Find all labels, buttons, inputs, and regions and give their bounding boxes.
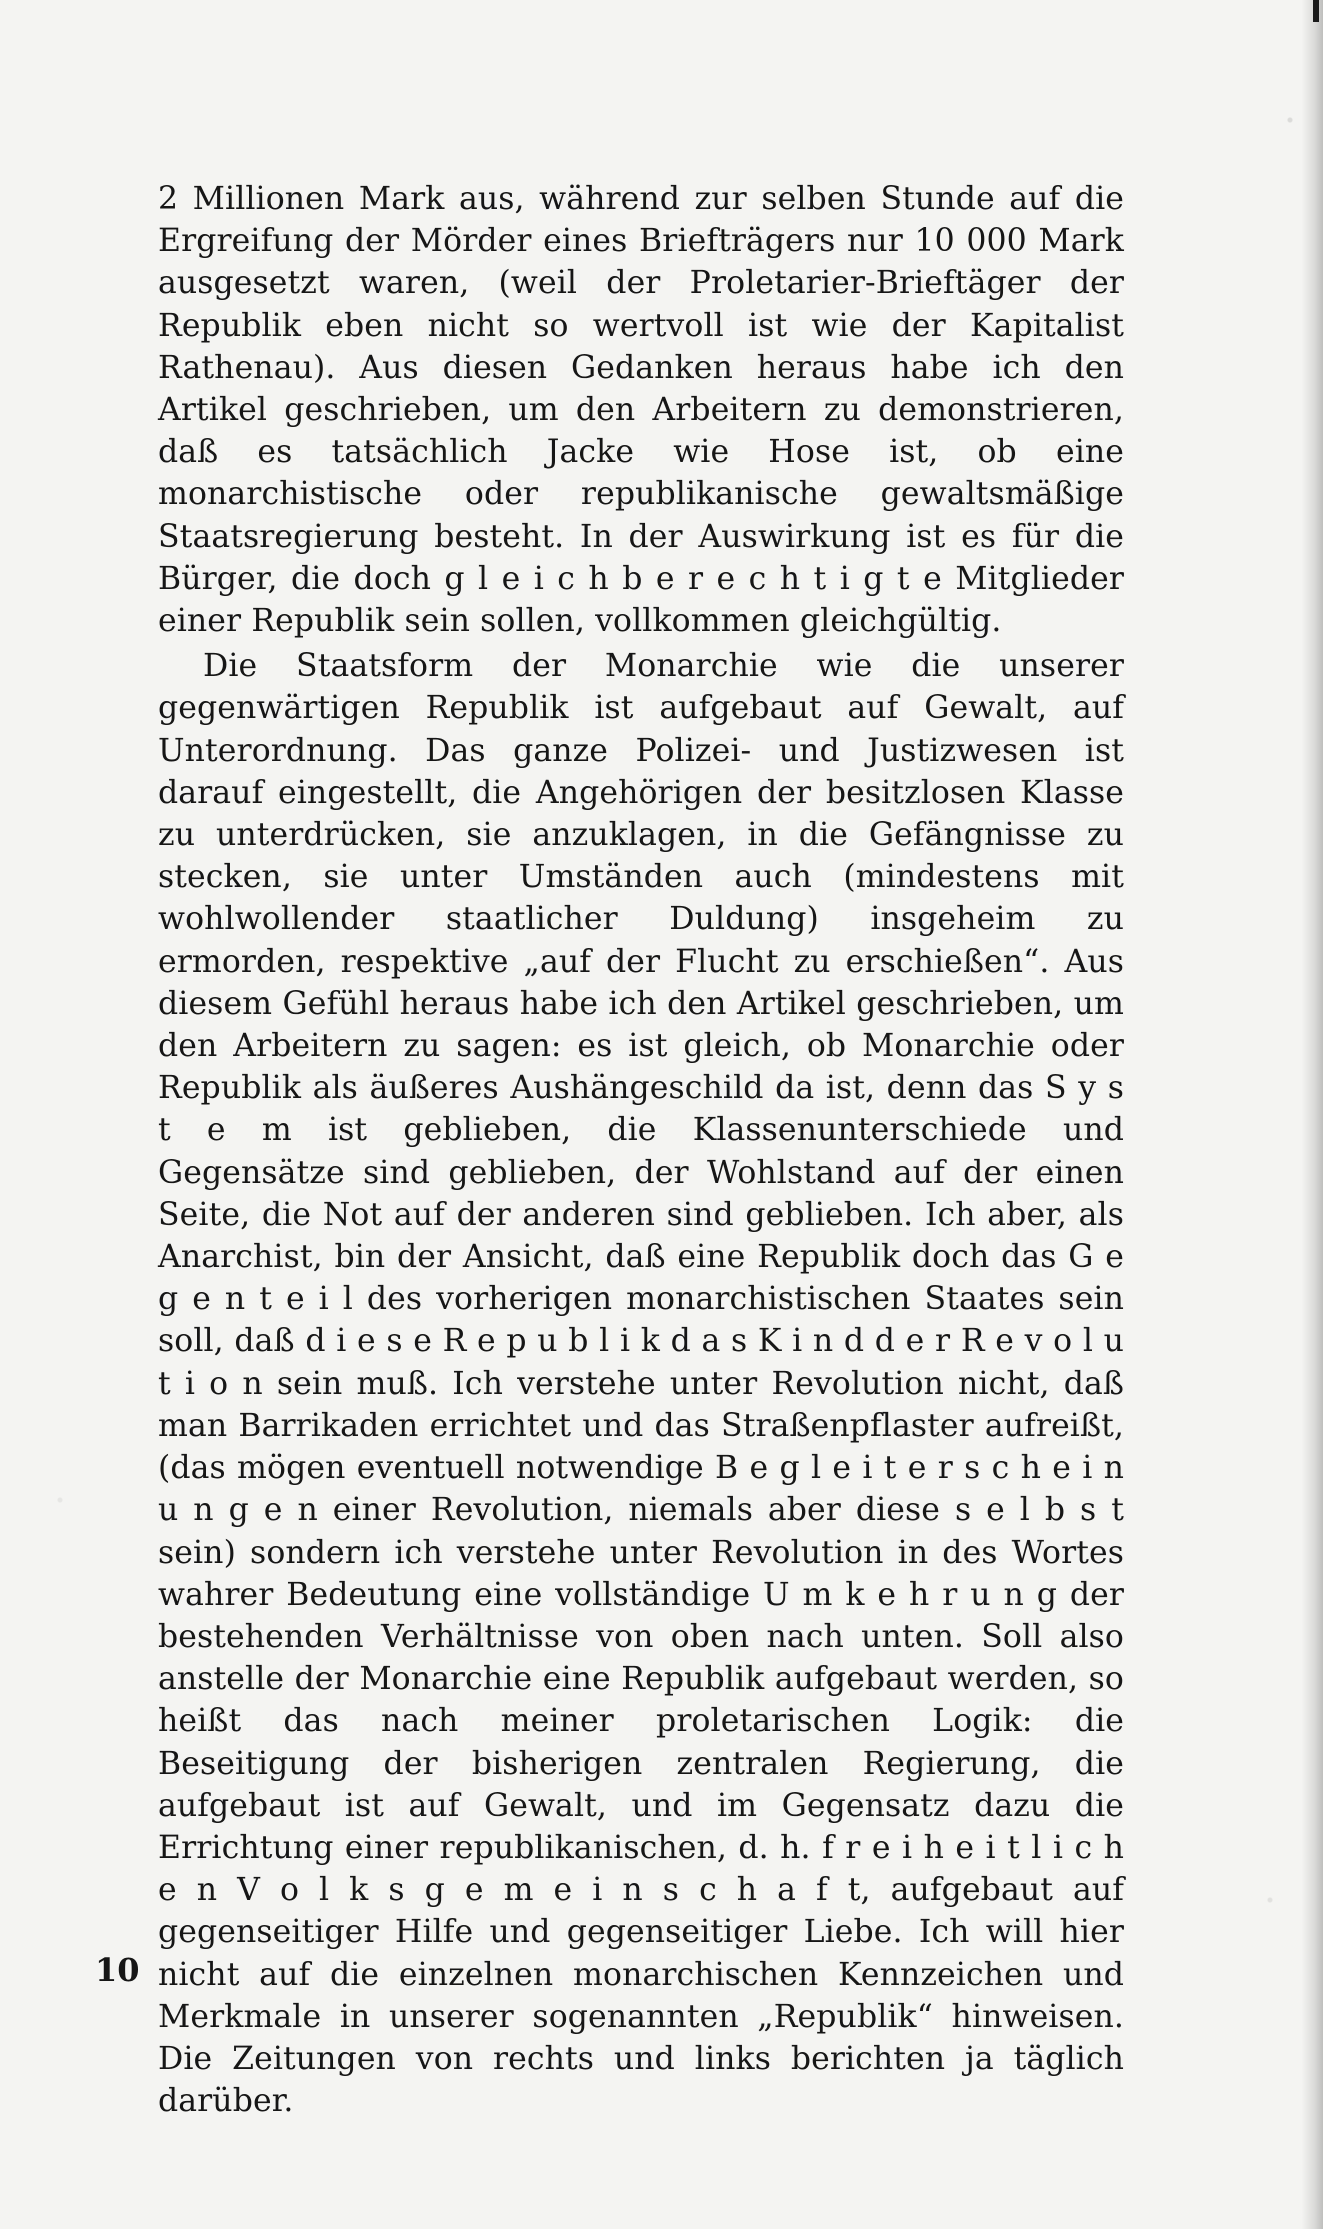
paragraph-1: 2 Millionen Mark aus, während zur selben Stunde auf die Ergreifung der Mörder eines Briefträgers nur 10 000 Mark ausgesetzt waren, (weil der Proletarier-Brieftäger der Republik eben nicht so wertvoll ist wie der Kapitalist Rathenau). Aus diesen Gedanken heraus habe ich den Artikel geschrieben, um den Arbeitern zu demonstrieren, daß es tatsächlich Jacke wie Hose ist, ob eine monarchistische oder republikanische gewaltsmäßige Staatsregierung besteht. In der Auswirkung ist es für die Bürger, die doch g l e i c h b e r e c h t i g t e Mitglieder einer Republik sein sollen, vollkommen gleichgültig.: [158, 181, 1124, 640]
page-edge-shadow: [1301, 0, 1323, 2229]
page-number: 10: [95, 1951, 140, 1989]
page-edge-mark: [1313, 0, 1319, 22]
paragraph-2: Die Staatsform der Monarchie wie die unserer gegenwärtigen Republik ist aufgebaut auf Gewalt, auf Unterordnung. Das ganze Polizei- und Justizwesen ist darauf eingestellt, die Angehörigen der besitzlosen Klasse zu unterdrücken, sie anzuklagen, in die Gefängnisse zu stecken, sie unter Umständen auch (mindestens mit wohlwollender staatlicher Duldung) insgeheim zu ermorden, respektive „auf der Flucht zu erschießen“. Aus diesem Gefühl heraus habe ich den Artikel geschrieben, um den Arbeitern zu sagen: es ist gleich, ob Monarchie oder Republik als äußeres Aushängeschild da ist, denn das S y s t e m ist geblieben, die Klassenunterschiede und Gegensätze sind geblieben, der Wohlstand auf der einen Seite, die Not auf der anderen sind geblieben. Ich aber, als Anarchist, bin der Ansicht, daß eine Republik doch das G e g e n t e i l des vorherigen monarchistischen Staates sein soll, daß d i e s e R e p u b l i k d a s K i n d d e r R e v o l u t i o n sein muß. Ich verstehe unter Revolution nicht, daß man Barrikaden errichtet und das Straßenpflaster aufreißt, (das mögen eventuell notwendige B e g l e i t e r s c h e i n u n g e n einer Revolution, niemals aber diese s e l b s t sein) sondern ich verstehe unter Revolution in des Wortes wahrer Bedeutung eine vollständige U m k e h r u n g der bestehenden Verhältnisse von oben nach unten. Soll also anstelle der Monarchie eine Republik aufgebaut werden, so heißt das nach meiner proletarischen Logik: die Beseitigung der bisherigen zentralen Regierung, die aufgebaut ist auf Gewalt, und im Gegensatz dazu die Errichtung einer republikanischen, d. h. f r e i h e i t l i c h e n V o l k s g e m e i n s c h a f t, aufgebaut auf gegenseitiger Hilfe und gegenseitiger Liebe. Ich will hier nicht auf die einzelnen monarchischen Kennzeichen und Merkmale in unserer sogenannten „Republik“ hinweisen. Die Zeitungen von rechts und links berichten ja täglich darüber.: [158, 648, 1124, 2120]
body-text: [158, 178, 1124, 2122]
